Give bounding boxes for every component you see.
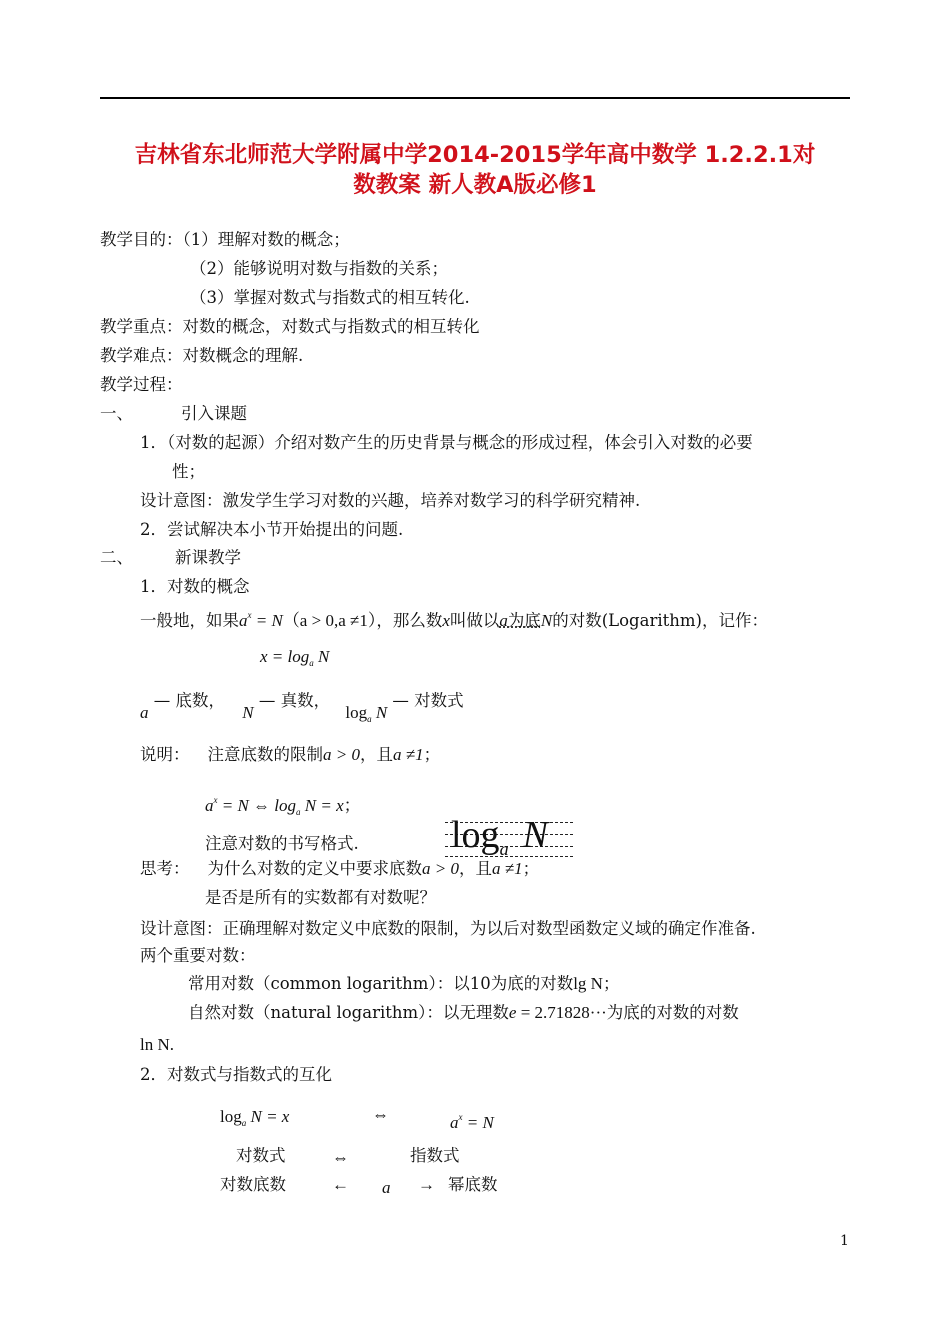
- term-log-symbol: [345, 703, 387, 722]
- natural-log-value: = 2.71828: [516, 1003, 590, 1022]
- ln-end: .: [169, 1035, 174, 1054]
- term-log-n: N: [371, 703, 388, 722]
- convert-log-sub: a: [241, 1118, 247, 1128]
- table-r1c2: ⇔: [332, 1148, 349, 1167]
- writing-note: 注意对数的书写格式.: [205, 834, 359, 853]
- think-line: [140, 858, 539, 880]
- equiv-semi: ；: [343, 796, 361, 815]
- think-text-3: ；: [522, 859, 540, 878]
- section-2-number: 二、: [100, 548, 133, 567]
- big-log-base: a: [499, 839, 509, 859]
- equiv-sub: a: [296, 807, 301, 817]
- goal-1: （1）理解对数的概念；: [182, 230, 350, 249]
- def-a: a: [499, 611, 508, 630]
- item-1-continued: 性；: [172, 462, 205, 481]
- table-r2c4: →: [418, 1175, 435, 1194]
- item-1: 1．（对数的起源）介绍对数产生的历史背景与概念的形成过程，体会引入对数的必要: [140, 433, 753, 452]
- item-2: 2．尝试解决本小节开始提出的问题.: [140, 520, 404, 539]
- table-r1c3: 指数式: [410, 1146, 460, 1165]
- ln-symbol: ln N: [140, 1035, 170, 1054]
- convert-log-form: [220, 1106, 289, 1134]
- term-expression: — 对数式: [392, 691, 464, 710]
- big-log-text: log: [451, 814, 500, 856]
- def-n: N: [540, 611, 553, 630]
- def-mid: ，那么数: [376, 611, 443, 630]
- ln-line: [140, 1034, 174, 1056]
- convert-exp-rest: = N: [462, 1113, 494, 1132]
- common-log-end: ；: [602, 974, 620, 993]
- key-point: 教学重点：对数的概念，对数式与指数式的相互转化: [100, 317, 480, 336]
- log-writing-format-figure: [445, 812, 575, 858]
- page-number: 1: [840, 1233, 849, 1249]
- common-log-line: [188, 973, 619, 995]
- def-prefix: 一般地，如果: [140, 611, 239, 630]
- formula1-sub: a: [309, 658, 314, 668]
- definition-line: [140, 604, 768, 632]
- section-1-heading: [100, 403, 247, 425]
- equiv-rest: = N ⇔ log: [217, 796, 297, 815]
- convert-exp-form: [450, 1106, 494, 1134]
- note-cond-2: a ≠1: [392, 745, 424, 764]
- note-cond-1: a > 0: [323, 745, 360, 764]
- goals-label: 教学目的：: [100, 230, 183, 249]
- common-log-text: 常用对数（common logarithm）：以10为底的对数: [188, 974, 574, 993]
- goals-line-1: [100, 229, 350, 251]
- equiv-x: x: [213, 795, 218, 805]
- think-text-2: ，且: [458, 859, 492, 878]
- terms-line: [140, 690, 464, 724]
- table-r2c2: ←: [332, 1175, 349, 1194]
- difficulty: 教学难点：对数概念的理解.: [100, 346, 304, 365]
- natural-log-line: [188, 1002, 739, 1024]
- section-1-title: 引入课题: [181, 404, 247, 423]
- common-log-symbol: [573, 974, 603, 993]
- def-mid3: 为底: [507, 611, 541, 630]
- goal-2: （2）能够说明对数与指数的关系；: [190, 259, 448, 278]
- table-r1c1: 对数式: [236, 1146, 286, 1165]
- concept-heading: 1．对数的概念: [140, 577, 250, 596]
- common-log-sym-text: lg N: [573, 974, 603, 993]
- section-2-title: 新课教学: [175, 548, 241, 567]
- convert-log-rest: N = x: [246, 1107, 290, 1126]
- formula1-main: x = log: [260, 647, 310, 666]
- note-text-3: ；: [423, 745, 441, 764]
- big-log-n: N: [522, 814, 548, 856]
- equivalence-formula: [205, 789, 361, 823]
- note-label: 说明：: [140, 745, 190, 764]
- convert-heading: 2．对数式与指数式的互化: [140, 1065, 332, 1084]
- def-x: x: [442, 611, 450, 630]
- convert-arrow: ⇔: [372, 1105, 389, 1124]
- table-r2c3: a: [382, 1178, 391, 1197]
- title-line-1: 吉林省东北师范大学附属中学2014-2015学年高中数学 1.2.2.1对: [134, 142, 816, 168]
- formula-log-definition: [260, 646, 329, 674]
- convert-exp-a: a: [450, 1113, 459, 1132]
- think-label: 思考：: [140, 859, 190, 878]
- table-r2c5: 幂底数: [448, 1175, 498, 1194]
- think-cond-1: a > 0: [422, 859, 459, 878]
- equiv-a: a: [205, 796, 214, 815]
- two-logs-heading: 两个重要对数：: [140, 946, 256, 965]
- natural-log-e: e: [508, 1003, 517, 1022]
- def-suffix: 的对数(Logarithm)，记作：: [552, 611, 768, 630]
- goal-3: （3）掌握对数式与指数式的相互转化.: [190, 288, 470, 307]
- think-cond-2: a ≠1: [491, 859, 523, 878]
- table-r2c1: 对数底数: [220, 1175, 286, 1194]
- term-n-symbol: N: [242, 703, 254, 722]
- term-base: — 底数，: [153, 691, 225, 710]
- design-intent-1: 设计意图：激发学生学习对数的兴趣，培养对数学习的科学研究精神.: [140, 491, 641, 510]
- formula1-n: N: [313, 647, 330, 666]
- term-true-number: — 真数，: [258, 691, 331, 710]
- natural-log-text: 自然对数（natural logarithm）：以无理数: [188, 1003, 509, 1022]
- term-log-sub: a: [367, 714, 372, 724]
- design-intent-2: 设计意图：正确理解对数定义中底数的限制，为以后对数型函数定义域的确定作准备.: [140, 919, 756, 938]
- equiv-tail: N = x: [300, 796, 344, 815]
- section-2-heading: [100, 547, 241, 569]
- note-text-1: 注意底数的限制: [207, 745, 323, 764]
- term-a-symbol: a: [140, 703, 149, 722]
- think-text-1: 为什么对数的定义中要求底数: [207, 859, 422, 878]
- def-mid2: 叫做以: [449, 611, 500, 630]
- convert-log-text: log: [220, 1107, 242, 1126]
- natural-log-dots: ···: [589, 1003, 607, 1022]
- header-rule: [100, 97, 850, 99]
- process-label: 教学过程：: [100, 375, 183, 394]
- term-log-text: log: [345, 703, 368, 722]
- def-formula: $a^x = N$: [239, 610, 283, 630]
- document-title: [100, 140, 850, 200]
- note-line: [140, 744, 440, 766]
- title-line-2: 数教案 新人教A版必修1: [353, 172, 597, 198]
- section-1-number: 一、: [100, 404, 133, 423]
- natural-log-end: 为底的对数的对数: [606, 1003, 739, 1022]
- convert-exp-x: x: [458, 1112, 463, 1122]
- note-text-2: ，且: [359, 745, 393, 764]
- think-2: 是否是所有的实数都有对数呢？: [205, 888, 436, 907]
- def-condition: （a > 0,a ≠1）: [282, 611, 377, 630]
